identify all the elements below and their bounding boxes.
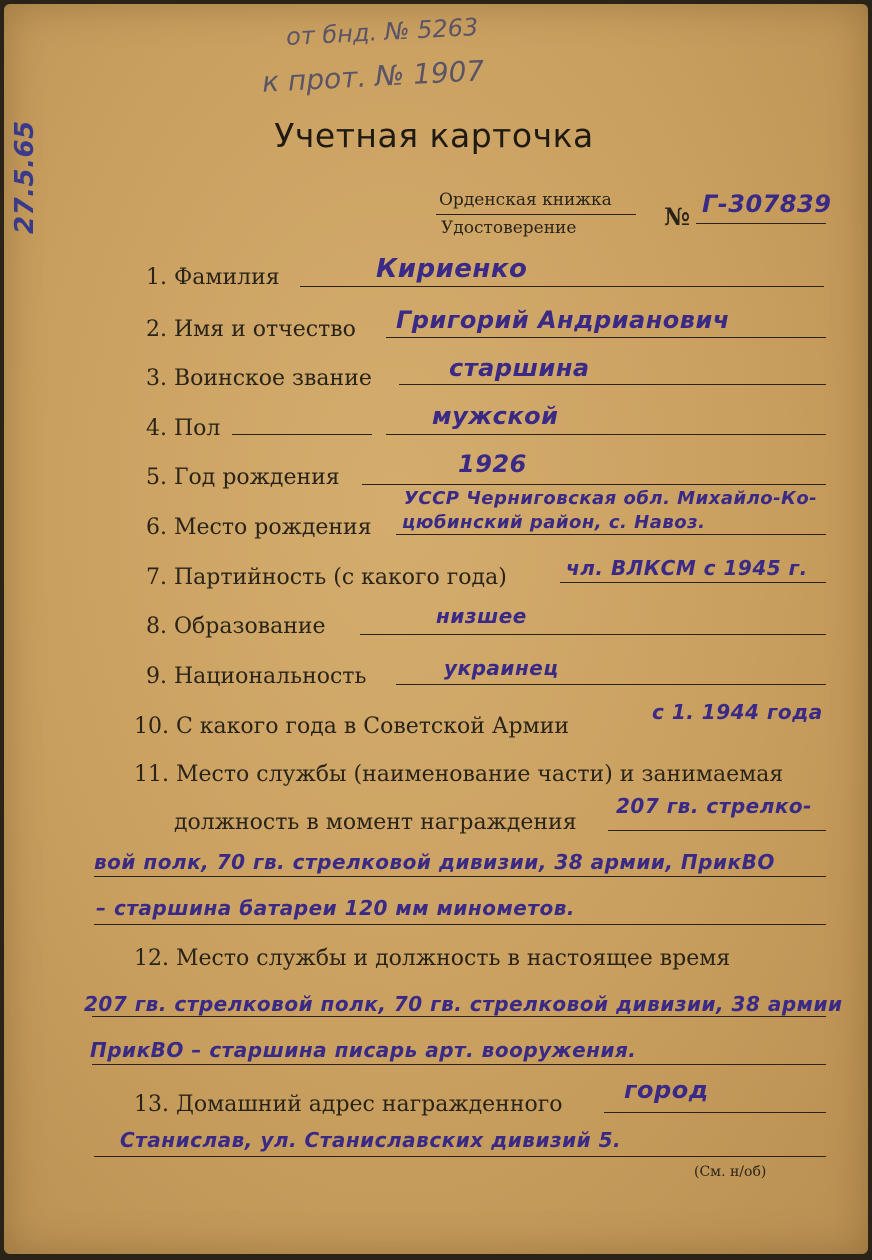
field-11-label-line1: 11. Место службы (наименование части) и занимаемая bbox=[134, 762, 784, 787]
field-3-value: старшина bbox=[449, 354, 590, 382]
footer-note: (См. н/об) bbox=[694, 1164, 767, 1180]
registration-card bbox=[4, 4, 868, 1254]
field-13-label: 13. Домашний адрес награжденного bbox=[134, 1092, 563, 1117]
field-2-value: Григорий Андрианович bbox=[396, 306, 730, 334]
field-11-label-line2: должность в момент награждения bbox=[174, 810, 577, 835]
card-title: Учетная карточка bbox=[274, 116, 594, 155]
field-6-value-line2: цюбинский район, с. Навоз. bbox=[402, 512, 706, 533]
field-4-label: 4. Пол bbox=[146, 416, 221, 441]
field-7-value: чл. ВЛКСМ с 1945 г. bbox=[566, 556, 808, 580]
field-12-value-line2: ПрикВО – старшина писарь арт. вооружения. bbox=[90, 1038, 637, 1062]
field-2-label: 2. Имя и отчество bbox=[146, 317, 356, 342]
field-10-value: с 1. 1944 года bbox=[652, 700, 823, 724]
number-sign: № bbox=[664, 202, 691, 231]
booklet-label-top: Орденская книжка bbox=[439, 190, 612, 210]
field-10-label: 10. С какого года в Советской Армии bbox=[134, 714, 570, 739]
field-11-value-line2: вой полк, 70 гв. стрелковой дивизии, 38 армии, ПрикВО bbox=[94, 850, 775, 874]
field-12-value-line1: 207 гв. стрелковой полк, 70 гв. стрелковой дивизии, 38 армии bbox=[84, 992, 843, 1016]
field-13-value-line1: город bbox=[624, 1076, 709, 1104]
field-13-value-line2: Станислав, ул. Станиславских дивизий 5. bbox=[120, 1128, 622, 1152]
field-6-value-line1: УССР Черниговская обл. Михайло-Ко- bbox=[404, 488, 818, 509]
field-8-value: низшее bbox=[436, 604, 527, 628]
field-9-label: 9. Национальность bbox=[146, 664, 367, 689]
field-6-label: 6. Место рождения bbox=[146, 515, 372, 540]
field-8-label: 8. Образование bbox=[146, 614, 326, 639]
field-7-label: 7. Партийность (с какого года) bbox=[146, 565, 507, 590]
booklet-number: Г-307839 bbox=[702, 190, 832, 218]
pencil-note-1: от бнд. № 5263 bbox=[285, 12, 479, 52]
field-5-value: 1926 bbox=[458, 450, 527, 478]
booklet-label-bottom: Удостоверение bbox=[441, 218, 577, 238]
side-date-note: 27.5.65 bbox=[10, 120, 40, 234]
field-12-label: 12. Место службы и должность в настоящее время bbox=[134, 946, 731, 971]
field-9-value: украинец bbox=[444, 656, 559, 680]
field-1-label: 1. Фамилия bbox=[146, 265, 280, 290]
field-3-label: 3. Воинское звание bbox=[146, 366, 372, 391]
field-5-label: 5. Год рождения bbox=[146, 465, 340, 490]
field-4-value: мужской bbox=[432, 402, 559, 430]
field-1-value: Кириенко bbox=[376, 254, 528, 284]
field-11-value-line3: – старшина батареи 120 мм минометов. bbox=[96, 896, 575, 920]
pencil-note-2: к прот. № 1907 bbox=[261, 54, 486, 99]
field-11-value-line1: 207 гв. стрелко- bbox=[616, 794, 812, 818]
